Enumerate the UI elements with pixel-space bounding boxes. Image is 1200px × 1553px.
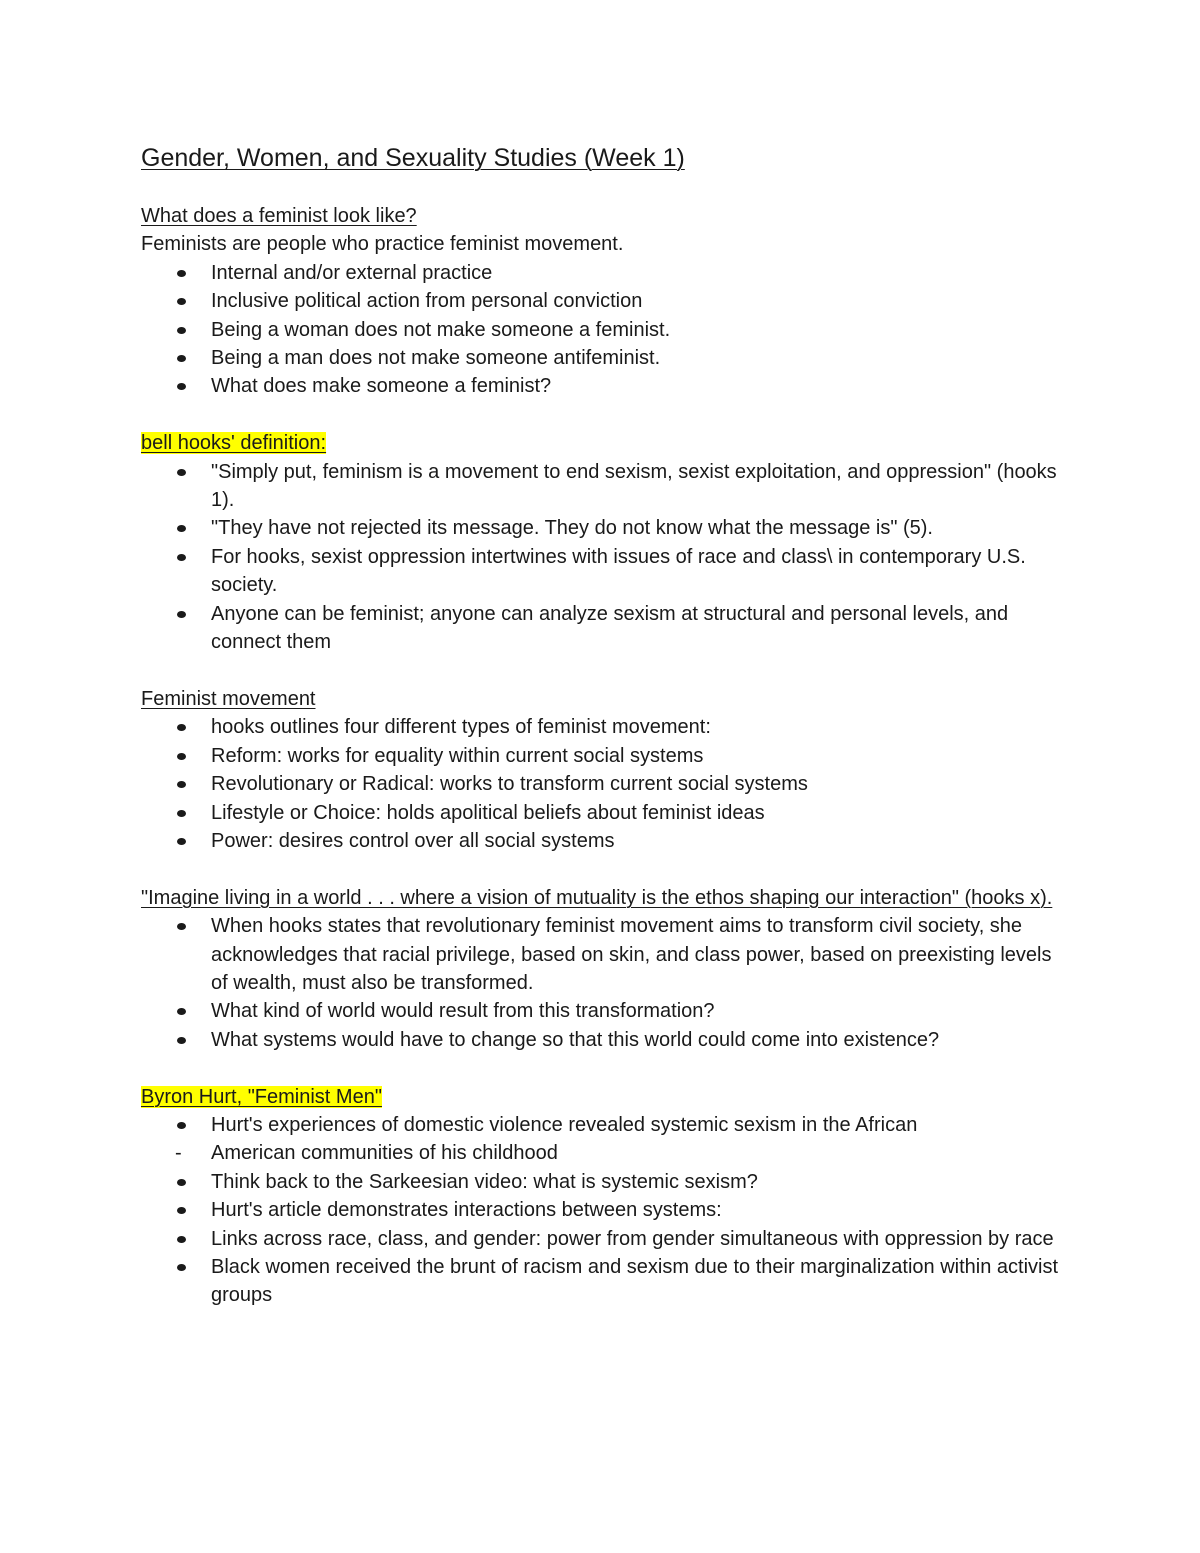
list-item: Hurt's experiences of domestic violence revealed systemic sexism in the African — [211, 1111, 1071, 1139]
bullet-icon — [177, 1236, 186, 1243]
list-item: Anyone can be feminist; anyone can analyze sexism at structural and personal levels, and connect them — [211, 600, 1071, 657]
list-item: Revolutionary or Radical: works to transform current social systems — [211, 770, 1071, 798]
bullet-icon — [177, 781, 186, 788]
section-heading-highlighted: bell hooks' definition: — [141, 432, 327, 455]
bullet-icon — [177, 1037, 186, 1044]
list-item: What systems would have to change so that this world could come into existence? — [211, 1026, 1071, 1054]
document-page — [141, 140, 1071, 1310]
section-heading-quote: "Imagine living in a world . . . where a vision of mutuality is the ethos shaping our interaction" (hooks x). — [141, 886, 1053, 909]
list-item: Hurt's article demonstrates interactions between systems: — [211, 1196, 1071, 1224]
bullet-list — [141, 259, 1071, 401]
list-item: What kind of world would result from this transformation? — [211, 997, 1071, 1025]
bullet-icon — [177, 611, 186, 618]
bullet-icon — [177, 525, 186, 532]
list-item: hooks outlines four different types of feminist movement: — [211, 713, 1071, 741]
bullet-icon — [177, 1008, 186, 1015]
bullet-icon — [177, 298, 186, 305]
section-heading-highlighted: Byron Hurt, "Feminist Men" — [141, 1085, 382, 1108]
bullet-list — [141, 912, 1071, 1054]
section-heading: What does a feminist look like? — [141, 205, 417, 227]
bullet-icon — [177, 923, 186, 930]
list-item: What does make someone a feminist? — [211, 372, 1071, 400]
list-item: "They have not rejected its message. They do not know what the message is" (5). — [211, 514, 1071, 542]
document-title: Gender, Women, and Sexuality Studies (Week 1) — [141, 144, 685, 172]
list-item: Being a man does not make someone antifeminist. — [211, 344, 1071, 372]
list-item: When hooks states that revolutionary feminist movement aims to transform civil society, she acknowledges that racial privilege, based on skin, and class power, based on preexisting levels of wealth, must also be transformed. — [211, 912, 1071, 997]
bullet-list — [141, 1111, 1071, 1310]
bullet-icon — [177, 554, 186, 561]
bullet-icon — [177, 1122, 186, 1129]
section-intro: Feminists are people who practice feminist movement. — [141, 233, 624, 256]
bullet-icon — [177, 327, 186, 334]
bullet-icon — [177, 1207, 186, 1214]
section-heading: Feminist movement — [141, 687, 316, 710]
bullet-list — [141, 713, 1071, 855]
bullet-icon — [177, 469, 186, 476]
dash-icon: - — [175, 1142, 182, 1165]
list-item: Black women received the brunt of racism and sexism due to their marginalization within activist groups — [211, 1253, 1071, 1310]
bullet-icon — [177, 383, 186, 390]
list-item: Think back to the Sarkeesian video: what is systemic sexism? — [211, 1168, 1071, 1196]
list-item: - American communities of his childhood — [211, 1139, 1071, 1167]
bullet-icon — [177, 724, 186, 731]
bullet-icon — [177, 270, 186, 277]
list-item: Links across race, class, and gender: power from gender simultaneous with oppression by race — [211, 1225, 1071, 1253]
list-item: For hooks, sexist oppression intertwines with issues of race and class\ in contemporary U.S. society. — [211, 543, 1071, 600]
list-item: Being a woman does not make someone a feminist. — [211, 316, 1071, 344]
bullet-icon — [177, 810, 186, 817]
list-item: Reform: works for equality within current social systems — [211, 742, 1071, 770]
list-item: Power: desires control over all social systems — [211, 827, 1071, 855]
bullet-list — [141, 458, 1071, 657]
bullet-icon — [177, 838, 186, 845]
bullet-icon — [177, 1179, 186, 1186]
bullet-icon — [177, 355, 186, 362]
list-item: Internal and/or external practice — [211, 259, 1071, 287]
list-item: Lifestyle or Choice: holds apolitical beliefs about feminist ideas — [211, 799, 1071, 827]
bullet-icon — [177, 753, 186, 760]
bullet-icon — [177, 1264, 186, 1271]
list-item: "Simply put, feminism is a movement to end sexism, sexist exploitation, and oppression" (hooks 1). — [211, 458, 1071, 515]
list-item: Inclusive political action from personal conviction — [211, 287, 1071, 315]
